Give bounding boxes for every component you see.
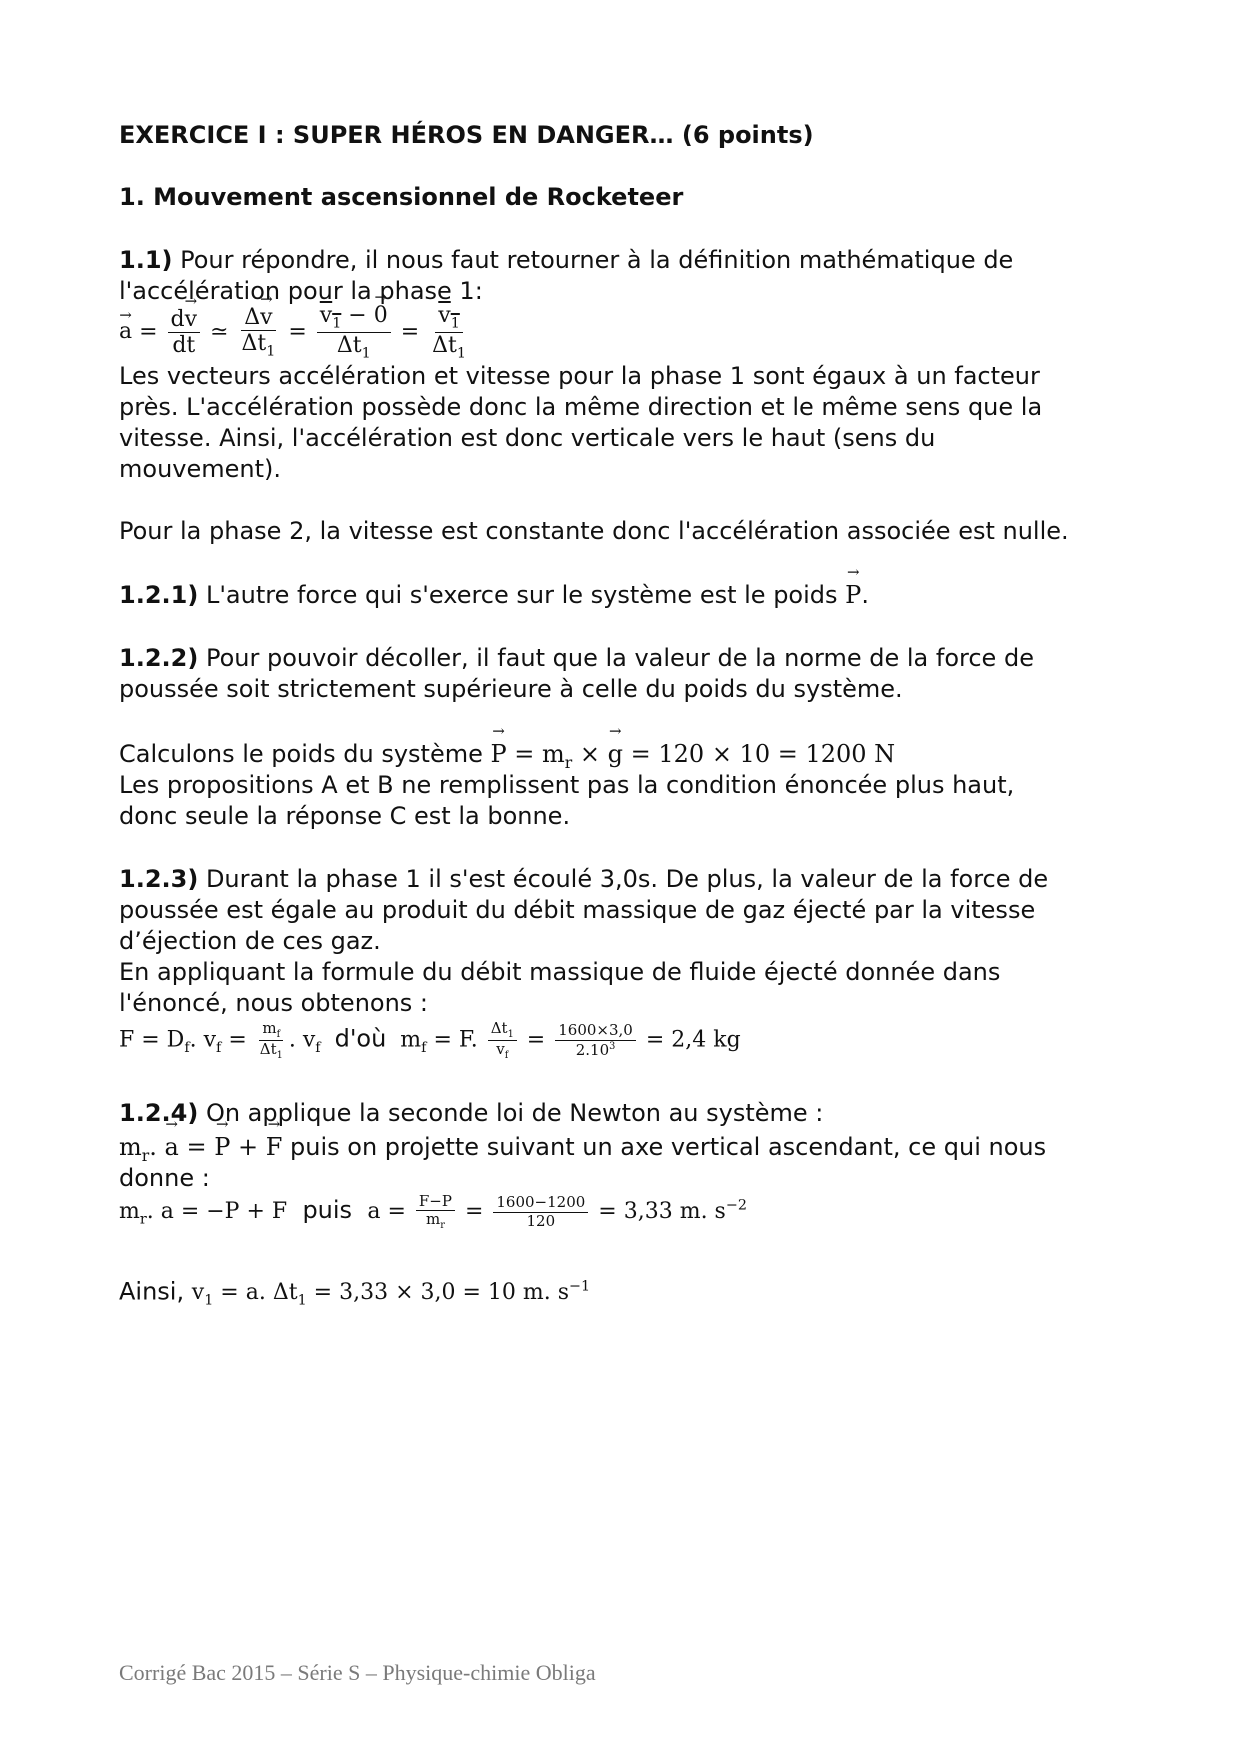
q123-label: 1.2.3) (119, 865, 199, 893)
q124-line-1: 1.2.4) On applique la seconde loi de Newton au système : (119, 1099, 824, 1127)
q11-para-3: vitesse. Ainsi, l'accélération est donc verticale vers le haut (sens du (119, 424, 936, 452)
q124-line-3: donne : (119, 1164, 210, 1192)
q124-label: 1.2.4) (119, 1099, 199, 1127)
q123-line-3: d’éjection de ces gaz. (119, 927, 381, 955)
q11-line-2: l'accélération pour la phase 1: (119, 277, 483, 305)
newton-formula: $m_r$. a = −P + F puis a = $\frac{F-P}{m_r}$ = $\frac{1600-1200}{120}$ = 3,33 m. $s^{-2}$ (119, 1192, 747, 1232)
q11-para-2: près. L'accélération possède donc la même direction et le même sens que la (119, 393, 1043, 421)
q11-label: 1.1) (119, 246, 173, 274)
q122-line-2: poussée soit strictement supérieure à celle du poids du système. (119, 675, 903, 703)
q11-phase2: Pour la phase 2, la vitesse est constante donc l'accélération associée est nulle. (119, 517, 1069, 545)
section-heading: 1. Mouvement ascensionnel de Rocketeer (119, 183, 684, 211)
q123-line-4: En appliquant la formule du débit massique de fluide éjecté donnée dans (119, 958, 1001, 986)
weight-calculation: Calculons le poids du système → $P = m_r$ × → g = 120 × 10 = 1200 N (119, 737, 895, 781)
velocity-result: Ainsi, $v_1 = a$. $\Delta t_1 = 3,33 \times 3,0 = 10$ m. $s^{-1}$ (119, 1277, 591, 1309)
page-footer: Corrigé Bac 2015 – Série S – Physique-chimie Obliga (119, 1660, 596, 1685)
q123-line-1: 1.2.3) Durant la phase 1 il s'est écoulé 3,0s. De plus, la valeur de la force de (119, 865, 1049, 893)
q121-line: 1.2.1) L'autre force qui s'exerce sur le système est le poids → P. (119, 578, 869, 613)
q122-label: 1.2.2) (119, 644, 199, 672)
q123-line-5: l'énoncé, nous obtenons : (119, 989, 429, 1017)
q122-conclusion-1: Les propositions A et B ne remplissent pas la condition énoncée plus haut, (119, 771, 1015, 799)
acceleration-formula: → a = $\frac{d\to v}{dt}$ ≃ $\frac{\Delta\to v}{\Delta t_1}$ = $\frac{v_1 - \to 0}{\Delta t_1}$ = $\frac{v_1}{\Delta t_1}$ (119, 303, 472, 362)
q122-conclusion-2: donc seule la réponse C est la bonne. (119, 802, 571, 830)
q11-para-1: Les vecteurs accélération et vitesse pour la phase 1 sont égaux à un facteur (119, 362, 1040, 390)
q11-line-1: 1.1) Pour répondre, il nous faut retourner à la définition mathématique de (119, 246, 1014, 274)
mass-formula: $F = D_f$. $v_f$ = $\frac{m_f}{\Delta t_1}$ . $v_f$ d'où $m_f = F$. $\frac{\Delta t_1}{v_f}$ = $\frac{1600\times 3,0}{2.10^3}$ = 2,4 kg (119, 1019, 741, 1062)
q122-line-1: 1.2.2) Pour pouvoir décoller, il faut que la valeur de la norme de la force de (119, 644, 1034, 672)
q123-line-2: poussée est égale au produit du débit massique de gaz éjecté par la vitesse (119, 896, 1036, 924)
q11-para-4: mouvement). (119, 455, 281, 483)
exercise-title: EXERCICE I : SUPER HÉROS EN DANGER… (6 points) (119, 121, 814, 149)
q124-line-2: $m_r$. → a = → P + → F puis on projette suivant un axe vertical ascendant, ce qui nous (119, 1130, 1046, 1174)
q121-label: 1.2.1) (119, 581, 199, 609)
